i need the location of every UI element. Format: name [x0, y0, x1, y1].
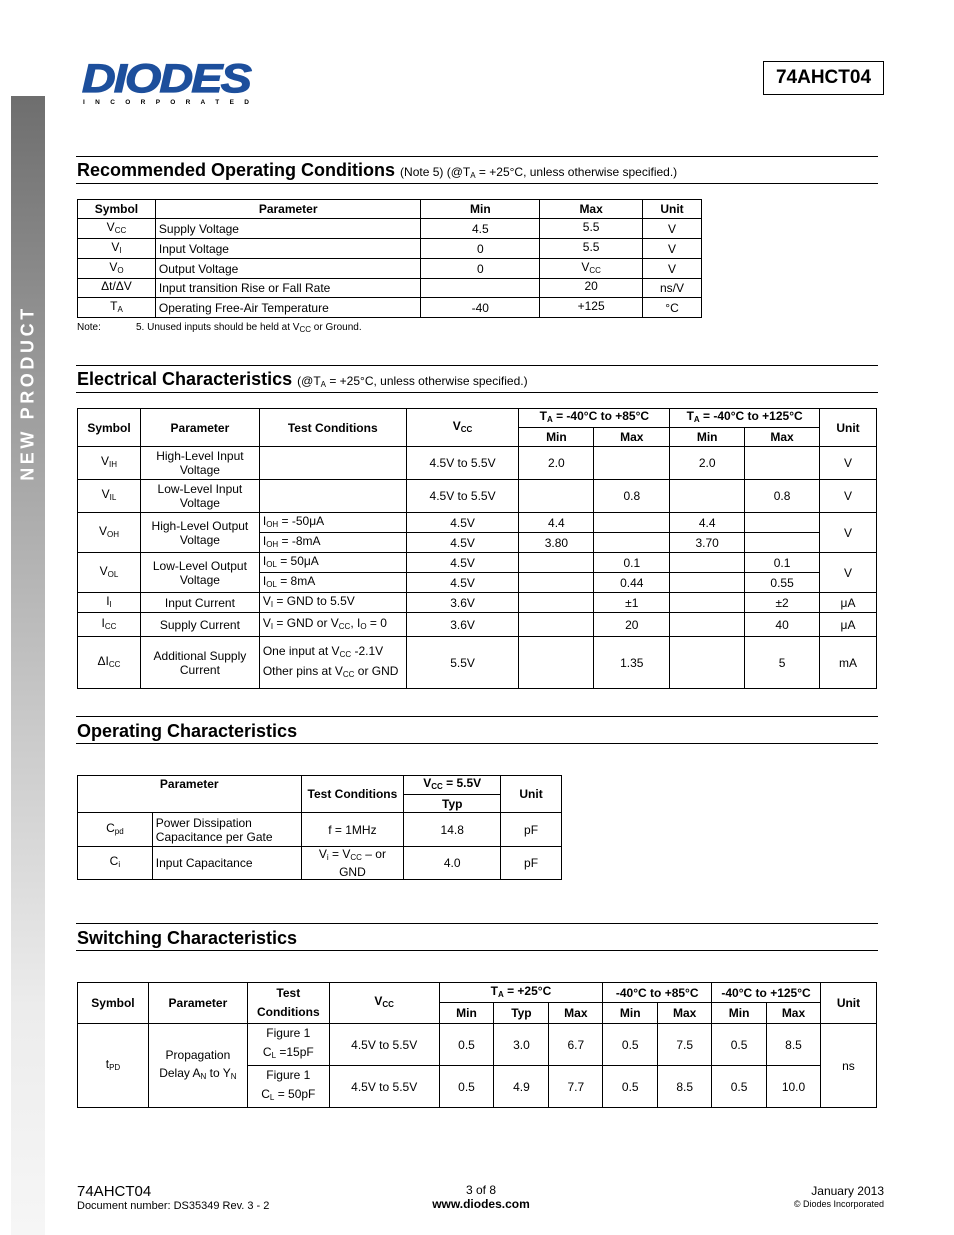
diodes-logo: [80, 60, 258, 110]
sc-h-max: Max: [658, 1003, 712, 1024]
roc-title-text: Recommended Operating Conditions: [77, 160, 396, 180]
ec-vcc: 4.5V: [406, 573, 519, 593]
roc-max: +125: [540, 298, 643, 318]
ec-min-85: 2.0: [519, 447, 594, 480]
table-row: [78, 298, 702, 318]
table-row: [78, 239, 702, 259]
ec-unit: mA: [820, 637, 877, 689]
ec-h-range-85: $T_A = -40^\circ C$ to +85°C: [519, 409, 670, 428]
roc-symbol: $V_{CC}$: [78, 219, 156, 239]
roc-title-note: (Note 5) ($@T_A = +25^\circ C$, unless otherwise specified.): [400, 165, 678, 180]
roc-max: 5.5: [540, 239, 643, 259]
ec-parameter: Supply Current: [140, 613, 259, 637]
oc-h-parameter: Parameter: [78, 776, 302, 813]
ec-max-85: ±1: [594, 593, 670, 613]
roc-header-row: [78, 200, 702, 219]
ec-test: $I_{OH} = -8mA$: [259, 533, 406, 553]
table-row: [78, 847, 562, 880]
ec-max-125: 0.8: [745, 480, 820, 513]
sc-min-125: 0.5: [712, 1024, 767, 1066]
ec-max-125: ±2: [745, 593, 820, 613]
roc-symbol: $V_I$: [78, 239, 156, 259]
roc-top-rule: [76, 156, 878, 157]
sc-h-max: Max: [549, 1003, 603, 1024]
ec-unit: μA: [820, 613, 877, 637]
part-number-box: 74AHCT04: [763, 61, 884, 95]
ec-min-85: [519, 573, 594, 593]
oc-test: f = 1MHz: [301, 813, 404, 847]
ec-min-85: [519, 553, 594, 573]
ec-vcc: 4.5V: [406, 533, 519, 553]
ec-parameter: Low-Level Input Voltage: [140, 480, 259, 513]
ec-parameter: High-Level Output Voltage: [140, 513, 259, 553]
table-row: [78, 1024, 877, 1066]
table-row: [78, 637, 877, 689]
ec-max-85: [594, 533, 670, 553]
ec-vcc: 4.5V to 5.5V: [406, 447, 519, 480]
sc-max-125: 8.5: [767, 1024, 821, 1066]
ec-max-85: 0.44: [594, 573, 670, 593]
sc-section-title: Switching Characteristics: [77, 928, 298, 948]
table-row: [78, 447, 877, 480]
ec-max-125: 0.55: [745, 573, 820, 593]
roc-bottom-rule: [76, 183, 878, 184]
sc-test: Figure 1 $C_L =15pF$: [247, 1024, 329, 1066]
ec-min-125: [670, 613, 745, 637]
ec-max-85: 0.8: [594, 480, 670, 513]
sc-max-25: 7.7: [549, 1066, 603, 1108]
ec-h-unit: Unit: [820, 409, 877, 447]
ec-symbol: $I_{CC}$: [78, 613, 141, 637]
sc-test: Figure 1 $C_L = 50pF$: [247, 1066, 329, 1108]
ec-h-test: Test Conditions: [259, 409, 406, 447]
ec-max-125: [745, 533, 820, 553]
sc-header-row-1: [78, 983, 877, 1003]
ec-unit: V: [820, 480, 877, 513]
sc-h-typ: Typ: [494, 1003, 549, 1024]
roc-symbol: $T_A$: [78, 298, 156, 318]
roc-h-max: Max: [540, 200, 643, 219]
ec-unit: V: [820, 447, 877, 480]
roc-min: -40: [421, 298, 540, 318]
ec-symbol: $\Delta I_{CC}$: [78, 637, 141, 689]
new-product-label: NEW PRODUCT: [17, 305, 38, 481]
sidebar-band: [11, 96, 45, 1235]
ec-vcc: 3.6V: [406, 593, 519, 613]
ec-title-text: Electrical Characteristics: [77, 369, 293, 389]
ec-min-125: [670, 553, 745, 573]
oc-h-typ: Typ: [404, 795, 501, 813]
oc-parameter: Input Capacitance: [152, 847, 301, 880]
roc-min: 0: [421, 239, 540, 259]
ec-test: $V_I$ = GND to 5.5V: [259, 593, 406, 613]
sc-min-125: 0.5: [712, 1066, 767, 1108]
oc-symbol: $C_{pd}$: [78, 813, 153, 847]
sc-top-rule: [76, 923, 878, 924]
table-row: [78, 259, 702, 279]
sc-h-range-125: -40°C to +125°C: [712, 983, 821, 1003]
table-row: [78, 813, 562, 847]
ec-parameter: Low-Level Output Voltage: [140, 553, 259, 593]
sc-min-25: 0.5: [439, 1066, 494, 1108]
ec-vcc: 4.5V: [406, 513, 519, 533]
roc-parameter: Operating Free-Air Temperature: [155, 298, 421, 318]
ec-parameter: Input Current: [140, 593, 259, 613]
ec-h-min: Min: [519, 428, 594, 447]
ec-vcc: 5.5V: [406, 637, 519, 689]
oc-typ: 14.8: [404, 813, 501, 847]
table-row: [78, 593, 877, 613]
sc-min-25: 0.5: [439, 1024, 494, 1066]
sc-h-symbol: Symbol: [78, 983, 149, 1024]
ec-min-125: [670, 593, 745, 613]
roc-note-text: 5. Unused inputs should be held at $V_{CC}$ or Ground.: [136, 322, 362, 334]
roc-h-min: Min: [421, 200, 540, 219]
sc-h-test: Test Conditions: [247, 983, 329, 1024]
oc-section-title: Operating Characteristics: [77, 721, 298, 741]
sc-min-85: 0.5: [603, 1066, 658, 1108]
sc-vcc: 4.5V to 5.5V: [329, 1066, 439, 1108]
table-row: [78, 219, 702, 239]
sc-vcc: 4.5V to 5.5V: [329, 1024, 439, 1066]
oc-header-row-1: [78, 776, 562, 795]
ec-table: [77, 408, 877, 689]
ec-section-title: [77, 369, 528, 390]
ec-title-note: ($@T_A = +25^\circ C$, unless otherwise specified.): [297, 374, 528, 389]
oc-unit: pF: [501, 847, 562, 880]
ec-h-parameter: Parameter: [140, 409, 259, 447]
ec-min-125: 3.70: [670, 533, 745, 553]
roc-parameter: Supply Voltage: [155, 219, 421, 239]
ec-vcc: 4.5V: [406, 553, 519, 573]
ec-h-range-125: $T_A = -40^\circ C$ to +125°C: [670, 409, 820, 428]
sc-h-vcc: $V_{CC}$: [329, 983, 439, 1024]
table-row: [78, 553, 877, 573]
sc-typ-25: 3.0: [494, 1024, 549, 1066]
sc-h-max: Max: [767, 1003, 821, 1024]
table-row: [78, 613, 877, 637]
ec-h-max: Max: [594, 428, 670, 447]
sc-h-range-85: -40°C to +85°C: [603, 983, 712, 1003]
ec-symbol: $V_{IL}$: [78, 480, 141, 513]
ec-min-125: 4.4: [670, 513, 745, 533]
roc-unit: V: [643, 239, 702, 259]
roc-table: [77, 199, 702, 318]
oc-bottom-rule: [76, 743, 878, 744]
roc-section-title: [77, 160, 677, 181]
roc-parameter: Input transition Rise or Fall Rate: [155, 279, 421, 298]
oc-unit: pF: [501, 813, 562, 847]
roc-unit: °C: [643, 298, 702, 318]
sc-max-25: 6.7: [549, 1024, 603, 1066]
sc-h-min: Min: [603, 1003, 658, 1024]
roc-symbol: Δt/ΔV: [78, 279, 156, 298]
oc-h-vcc: $V_{CC} = 5.5V$: [404, 776, 501, 795]
oc-parameter: Power Dissipation Capacitance per Gate: [152, 813, 301, 847]
sc-unit: ns: [820, 1024, 876, 1108]
roc-unit: V: [643, 219, 702, 239]
ec-vcc: 4.5V to 5.5V: [406, 480, 519, 513]
table-row: [78, 279, 702, 298]
ec-parameter: High-Level Input Voltage: [140, 447, 259, 480]
ec-parameter: Additional Supply Current: [140, 637, 259, 689]
ec-max-125: [745, 513, 820, 533]
roc-max: 5.5: [540, 219, 643, 239]
ec-test: One input at $V_{CC}$ -2.1V Other pins at $V_{CC}$ or GND: [259, 637, 406, 689]
roc-note-label: Note:: [77, 322, 101, 333]
oc-top-rule: [76, 716, 878, 717]
ec-unit: V: [820, 513, 877, 553]
ec-max-85: 0.1: [594, 553, 670, 573]
sc-max-125: 10.0: [767, 1066, 821, 1108]
ec-min-85: 4.4: [519, 513, 594, 533]
roc-h-symbol: Symbol: [78, 200, 156, 219]
roc-h-unit: Unit: [643, 200, 702, 219]
oc-typ: 4.0: [404, 847, 501, 880]
ec-h-vcc: $V_{CC}$: [406, 409, 519, 447]
footer-copyright: © Diodes Incorporated: [793, 1199, 884, 1209]
oc-h-test: Test Conditions: [301, 776, 404, 813]
sc-parameter: Propagation Delay $A_N$ to $Y_N$: [148, 1024, 247, 1108]
ec-unit: V: [820, 553, 877, 593]
sc-bottom-rule: [76, 950, 878, 951]
roc-min: [421, 279, 540, 298]
footer-page-number: 3 of 8: [465, 1183, 497, 1197]
roc-parameter: Output Voltage: [155, 259, 421, 279]
roc-unit: ns/V: [643, 279, 702, 298]
ec-min-125: 2.0: [670, 447, 745, 480]
ec-symbol: $V_{OL}$: [78, 553, 141, 593]
sc-table: [77, 982, 877, 1108]
ec-min-125: [670, 637, 745, 689]
ec-min-85: [519, 613, 594, 637]
ec-unit: μA: [820, 593, 877, 613]
logo-wordmark: DIODES: [82, 60, 253, 101]
oc-symbol: $C_i$: [78, 847, 153, 880]
ec-min-125: [670, 480, 745, 513]
sc-h-parameter: Parameter: [148, 983, 247, 1024]
sc-h-min: Min: [712, 1003, 767, 1024]
ec-bottom-rule: [76, 392, 878, 393]
table-row: [78, 480, 877, 513]
roc-max: 20: [540, 279, 643, 298]
ec-max-85: [594, 447, 670, 480]
ec-max-85: 1.35: [594, 637, 670, 689]
ec-min-85: [519, 637, 594, 689]
sc-h-min: Min: [439, 1003, 494, 1024]
ec-h-symbol: Symbol: [78, 409, 141, 447]
footer-document-number: Document number: DS35349 Rev. 3 - 2: [77, 1200, 270, 1212]
sc-h-range-25: $T_A = +25^\circ C$: [439, 983, 603, 1003]
ec-top-rule: [76, 365, 878, 366]
ec-min-85: 3.80: [519, 533, 594, 553]
sc-min-85: 0.5: [603, 1024, 658, 1066]
ec-test: [259, 480, 406, 513]
ec-max-85: [594, 513, 670, 533]
footer-part-number: 74AHCT04: [77, 1183, 152, 1200]
roc-min: 0: [421, 259, 540, 279]
footer-date: January 2013: [811, 1184, 884, 1198]
ec-test: $I_{OL} = 8mA$: [259, 573, 406, 593]
ec-symbol: $V_{OH}$: [78, 513, 141, 553]
ec-min-85: [519, 593, 594, 613]
footer-website-link[interactable]: www.diodes.com: [432, 1197, 530, 1211]
logo-subtitle: I N C O R P O R A T E D: [83, 99, 249, 106]
table-row: [78, 513, 877, 533]
oc-test: $V_i = V_{CC}$ – or GND: [301, 847, 404, 880]
roc-parameter: Input Voltage: [155, 239, 421, 259]
ec-min-85: [519, 480, 594, 513]
roc-h-parameter: Parameter: [155, 200, 421, 219]
ec-test: $I_{OH} = -50\mu A$: [259, 513, 406, 533]
ec-max-125: [745, 447, 820, 480]
oc-table: [77, 775, 562, 880]
ec-h-min: Min: [670, 428, 745, 447]
ec-max-85: 20: [594, 613, 670, 637]
oc-h-unit: Unit: [501, 776, 562, 813]
ec-max-125: 0.1: [745, 553, 820, 573]
roc-symbol: $V_O$: [78, 259, 156, 279]
ec-test: $I_{OL} = 50\mu A$: [259, 553, 406, 573]
roc-max: $V_{CC}$: [540, 259, 643, 279]
ec-header-row-1: [78, 409, 877, 428]
sc-typ-25: 4.9: [494, 1066, 549, 1108]
ec-min-125: [670, 573, 745, 593]
sc-h-unit: Unit: [820, 983, 876, 1024]
ec-symbol: $I_I$: [78, 593, 141, 613]
ec-h-max: Max: [745, 428, 820, 447]
roc-unit: V: [643, 259, 702, 279]
ec-test: [259, 447, 406, 480]
ec-max-125: 40: [745, 613, 820, 637]
roc-min: 4.5: [421, 219, 540, 239]
ec-test: $V_I$ = GND or $V_{CC}$, $I_O = 0$: [259, 613, 406, 637]
sc-max-85: 8.5: [658, 1066, 712, 1108]
sc-symbol: $t_{PD}$: [78, 1024, 149, 1108]
sc-max-85: 7.5: [658, 1024, 712, 1066]
ec-max-125: 5: [745, 637, 820, 689]
ec-vcc: 3.6V: [406, 613, 519, 637]
ec-symbol: $V_{IH}$: [78, 447, 141, 480]
